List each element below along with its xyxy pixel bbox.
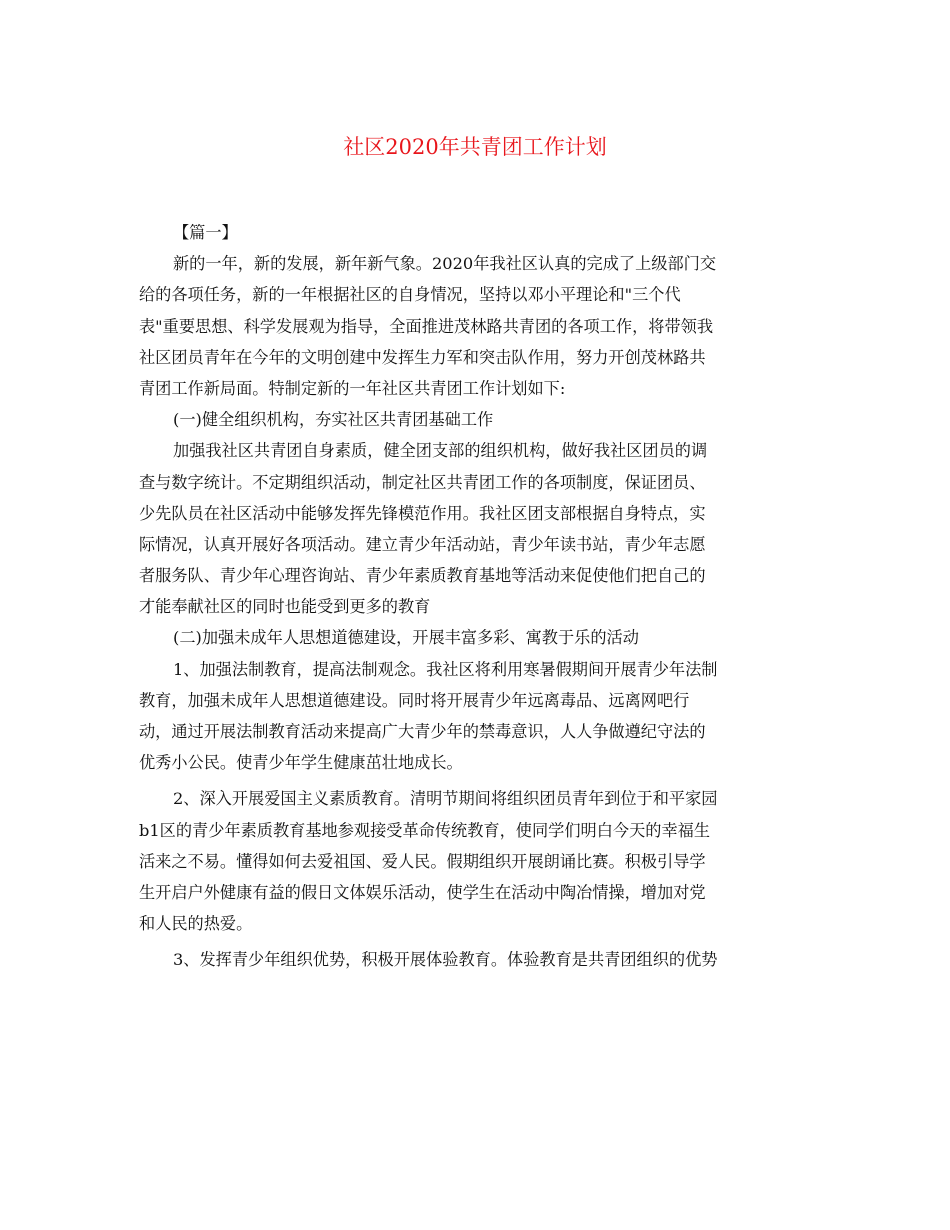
paragraph-line: 教育，加强未成年人思想道德建设。同时将开展青少年远离毒品、远离网吧行 xyxy=(139,690,690,710)
paragraph-line: 给的各项任务，新的一年根据社区的自身情况，坚持以邓小平理论和"三个代 xyxy=(139,285,681,305)
paragraph-line: b1区的青少年素质教育基地参观接受革命传统教育，使同学们明白今天的幸福生 xyxy=(139,820,711,840)
section-heading: (二)加强未成年人思想道德建设，开展丰富多彩、寓教于乐的活动 xyxy=(173,628,639,648)
paragraph-line: 生开启户外健康有益的假日文体娱乐活动，使学生在活动中陶冶情操，增加对党 xyxy=(139,882,706,902)
paragraph-line: 社区团员青年在今年的文明创建中发挥生力军和突击队作用，努力开创茂林路共 xyxy=(139,347,706,367)
paragraph-line: 2、深入开展爱国主义素质教育。清明节期间将组织团员青年到位于和平家园 xyxy=(173,789,718,809)
paragraph-line: 少先队员在社区活动中能够发挥先锋模范作用。我社区团支部根据自身特点，实 xyxy=(139,503,706,523)
paragraph-line: 查与数字统计。不定期组织活动，制定社区共青团工作的各项制度，保证团员、 xyxy=(139,472,706,492)
paragraph-line: 新的一年，新的发展，新年新气象。2020年我社区认真的完成了上级部门交 xyxy=(173,254,717,274)
paragraph-line: 表"重要思想、科学发展观为指导，全面推进茂林路共青团的各项工作，将带领我 xyxy=(139,316,714,336)
paragraph-line: 优秀小公民。使青少年学生健康茁壮地成长。 xyxy=(139,753,463,773)
paragraph-line: 际情况，认真开展好各项活动。建立青少年活动站，青少年读书站，青少年志愿 xyxy=(139,534,706,554)
paragraph-line: 3、发挥青少年组织优势，积极开展体验教育。体验教育是共青团组织的优势 xyxy=(173,950,718,970)
section-heading: (一)健全组织机构，夯实社区共青团基础工作 xyxy=(173,410,494,430)
document-body xyxy=(139,217,804,976)
paragraph-line: 加强我社区共青团自身素质，健全团支部的组织机构，做好我社区团员的调 xyxy=(173,441,708,461)
document-title: 社区2020年共青团工作计划 xyxy=(343,135,607,159)
paragraph-line: 才能奉献社区的同时也能受到更多的教育 xyxy=(139,597,431,617)
paragraph-line: 者服务队、青少年心理咨询站、青少年素质教育基地等活动来促使他们把自己的 xyxy=(139,566,706,586)
section-label: 【篇一】 xyxy=(173,223,238,242)
paragraph-line: 活来之不易。懂得如何去爱祖国、爱人民。假期组织开展朗诵比赛。积极引导学 xyxy=(139,851,706,871)
paragraph-line: 动，通过开展法制教育活动来提高广大青少年的禁毒意识，人人争做遵纪守法的 xyxy=(139,722,706,741)
paragraph-line: 1、加强法制教育，提高法制观念。我社区将利用寒暑假期间开展青少年法制 xyxy=(173,659,718,679)
paragraph-line: 和人民的热爱。 xyxy=(139,914,253,934)
paragraph-line: 青团工作新局面。特制定新的一年社区共青团工作计划如下: xyxy=(139,378,566,398)
